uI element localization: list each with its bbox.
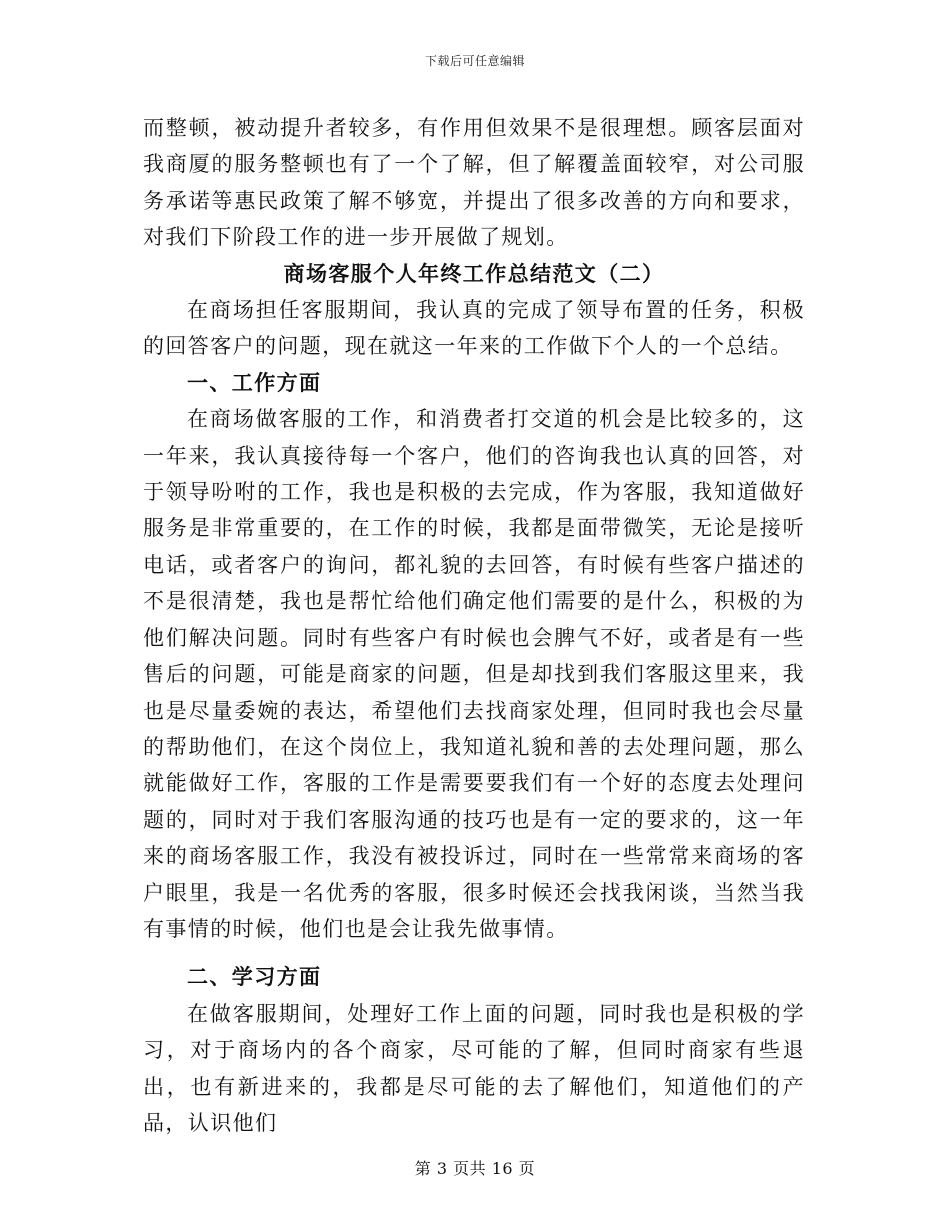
page-header: 下载后可任意编辑 <box>424 54 525 68</box>
paragraph-continued: 而整顿，被动提升者较多，有作用但效果不是很理想。顾客层面对我商厦的服务整顿也有了一个了解，但了解覆盖面较窄，对公司服务承诺等惠民政策了解不够宽，并提出了很多改善的方向和要求，对我们下阶段工作的进一步开展做了规划。 <box>143 116 805 250</box>
section-title: 商场客服个人年终工作总结范文（二） <box>283 260 665 286</box>
paragraph-study: 在做客服期间，处理好工作上面的问题，同时我也是积极的学习，对于商场内的各个商家，尽可能的了解，但同时商家有些退出，也有新进来的，我都是尽可能的去了解他们，知道他们的产品，认识他们 <box>143 1001 805 1135</box>
section-heading-study: 二、学习方面 <box>187 964 322 990</box>
document-body <box>143 110 805 1141</box>
paragraph-intro: 在商场担任客服期间，我认真的完成了领导布置的任务，积极的回答客户的问题，现在就这一年来的工作做下个人的一个总结。 <box>143 298 805 359</box>
section-heading-work: 一、工作方面 <box>187 369 322 395</box>
paragraph-work: 在商场做客服的工作，和消费者打交道的机会是比较多的，这一年来，我认真接待每一个客户，他们的咨询我也认真的回答，对于领导吩咐的工作，我也是积极的去完成，作为客服，我知道做好服务是非常重要的，在工作的时候，我都是面带微笑，无论是接听电话，或者客户的询问，都礼貌的去回答，有时候有些客户描述的不是很清楚，我也是帮忙给他们确定他们需要的是什么，积极的为他们解决问题。同时有些客户有时候也会脾气不好，或者是有一些售后的问题，可能是商家的问题，但是却找到我们客服这里来，我也是尽量委婉的表达，希望他们去找商家处理，但同时我也会尽量的帮助他们，在这个岗位上，我知道礼貌和善的去处理问题，那么就能做好工作，客服的工作是需要要我们有一个好的态度去处理问题的，同时对于我们客服沟通的技巧也是有一定的要求的，这一年来的商场客服工作，我没有被投诉过，同时在一些常常来商场的客户眼里，我是一名优秀的客服，很多时候还会找我闲谈，当然当我有事情的时候，他们也是会让我先做事情。 <box>143 407 805 941</box>
page-footer: 第 3 页共 16 页 <box>414 1159 536 1178</box>
